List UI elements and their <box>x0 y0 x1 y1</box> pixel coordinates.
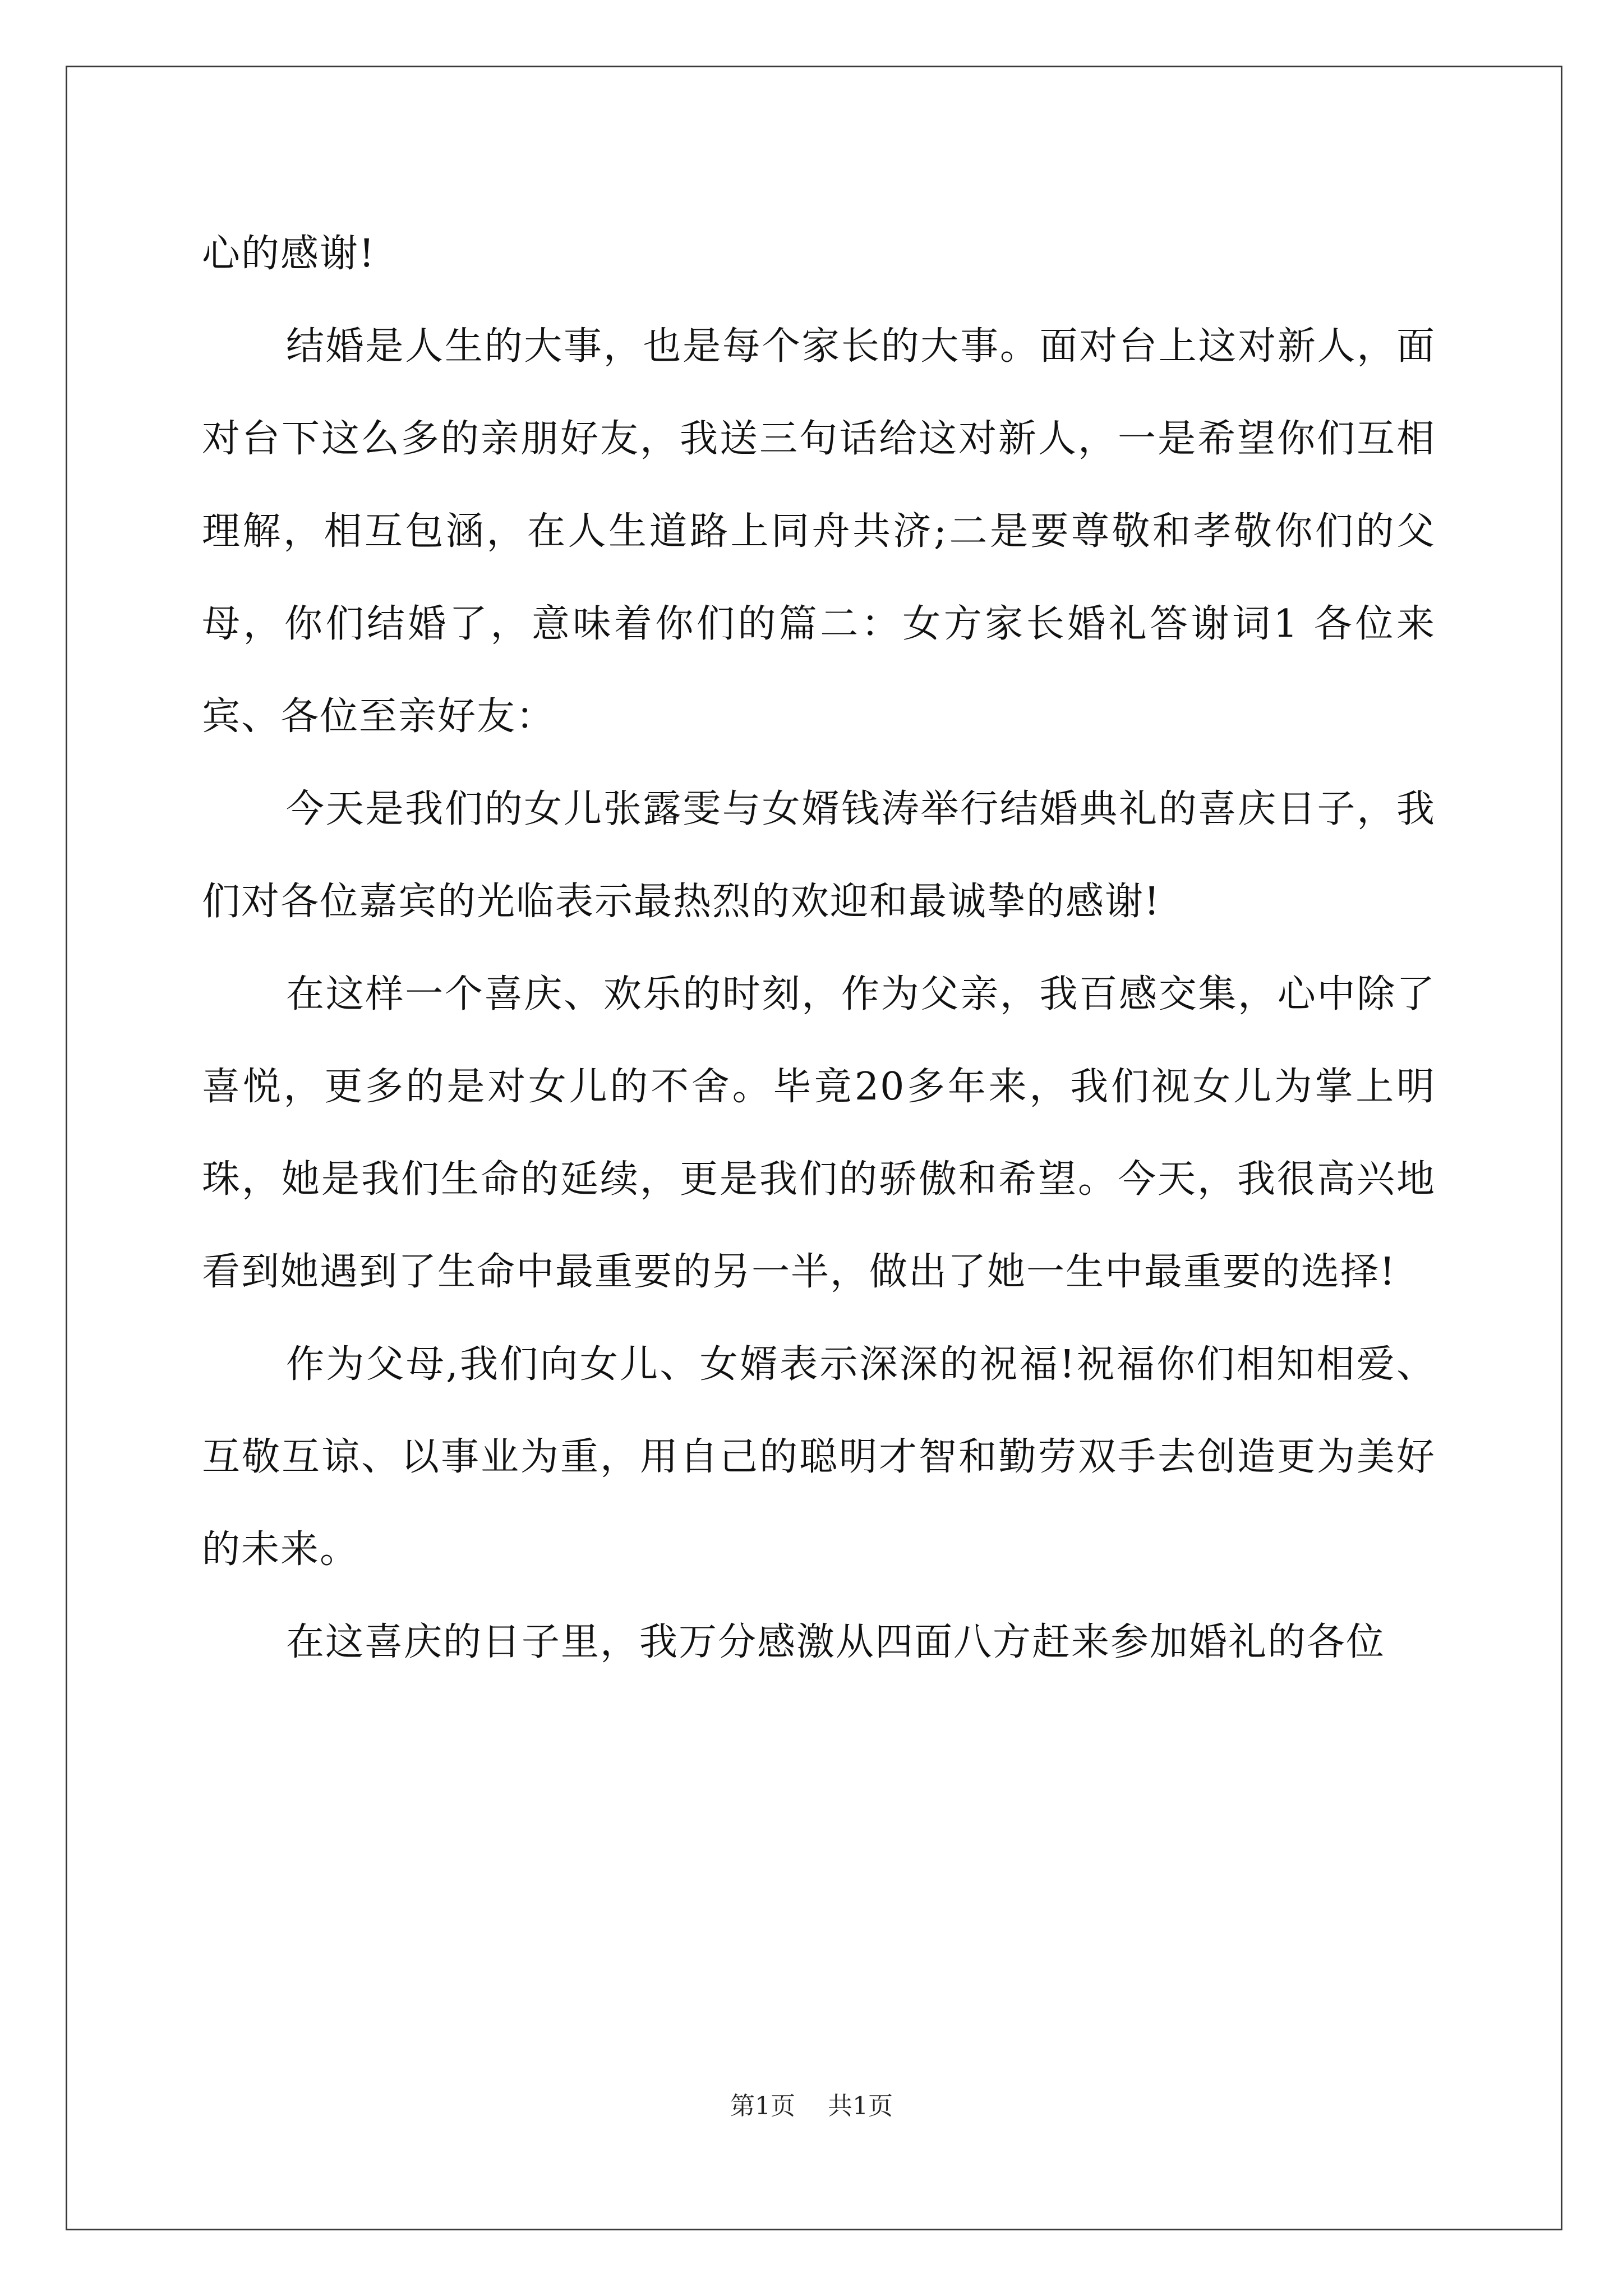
paragraph-3: 今天是我们的女儿张露雯与女婿钱涛举行结婚典礼的喜庆日子，我们对各位嘉宾的光临表示最热烈的欢迎和最诚挚的感谢! <box>202 787 1436 924</box>
paragraph-5: 作为父母,我们向女儿、女婿表示深深的祝福!祝福你们相知相爱、互敬互谅、以事业为重，用自己的聪明才智和勤劳双手去创造更为美好的未来。 <box>202 1342 1436 1572</box>
document-body <box>202 208 1436 1688</box>
paragraph-4: 在这样一个喜庆、欢乐的时刻，作为父亲，我百感交集，心中除了喜悦，更多的是对女儿的不舍。毕竟20多年来，我们视女儿为掌上明珠，她是我们生命的延续，更是我们的骄傲和希望。今天，我很高兴地看到她遇到了生命中最重要的另一半，做出了她一生中最重要的选择! <box>202 972 1436 1294</box>
paragraph-2: 结婚是人生的大事，也是每个家长的大事。面对台上这对新人，面对台下这么多的亲朋好友，我送三句话给这对新人，一是希望你们互相理解，相互包涵，在人生道路上同舟共济;二是要尊敬和孝敬你们的父母，你们结婚了，意味着你们的篇二：女方家长婚礼答谢词1 各位来宾、各位至亲好友： <box>202 324 1436 739</box>
page-number: 第1页 <box>730 2092 795 2120</box>
page-total: 共1页 <box>828 2092 893 2120</box>
page-footer <box>0 2086 1623 2122</box>
paragraph-6: 在这喜庆的日子里，我万分感激从四面八方赶来参加婚礼的各位 <box>286 1620 1386 1664</box>
paragraph-1: 心的感谢! <box>202 232 376 276</box>
